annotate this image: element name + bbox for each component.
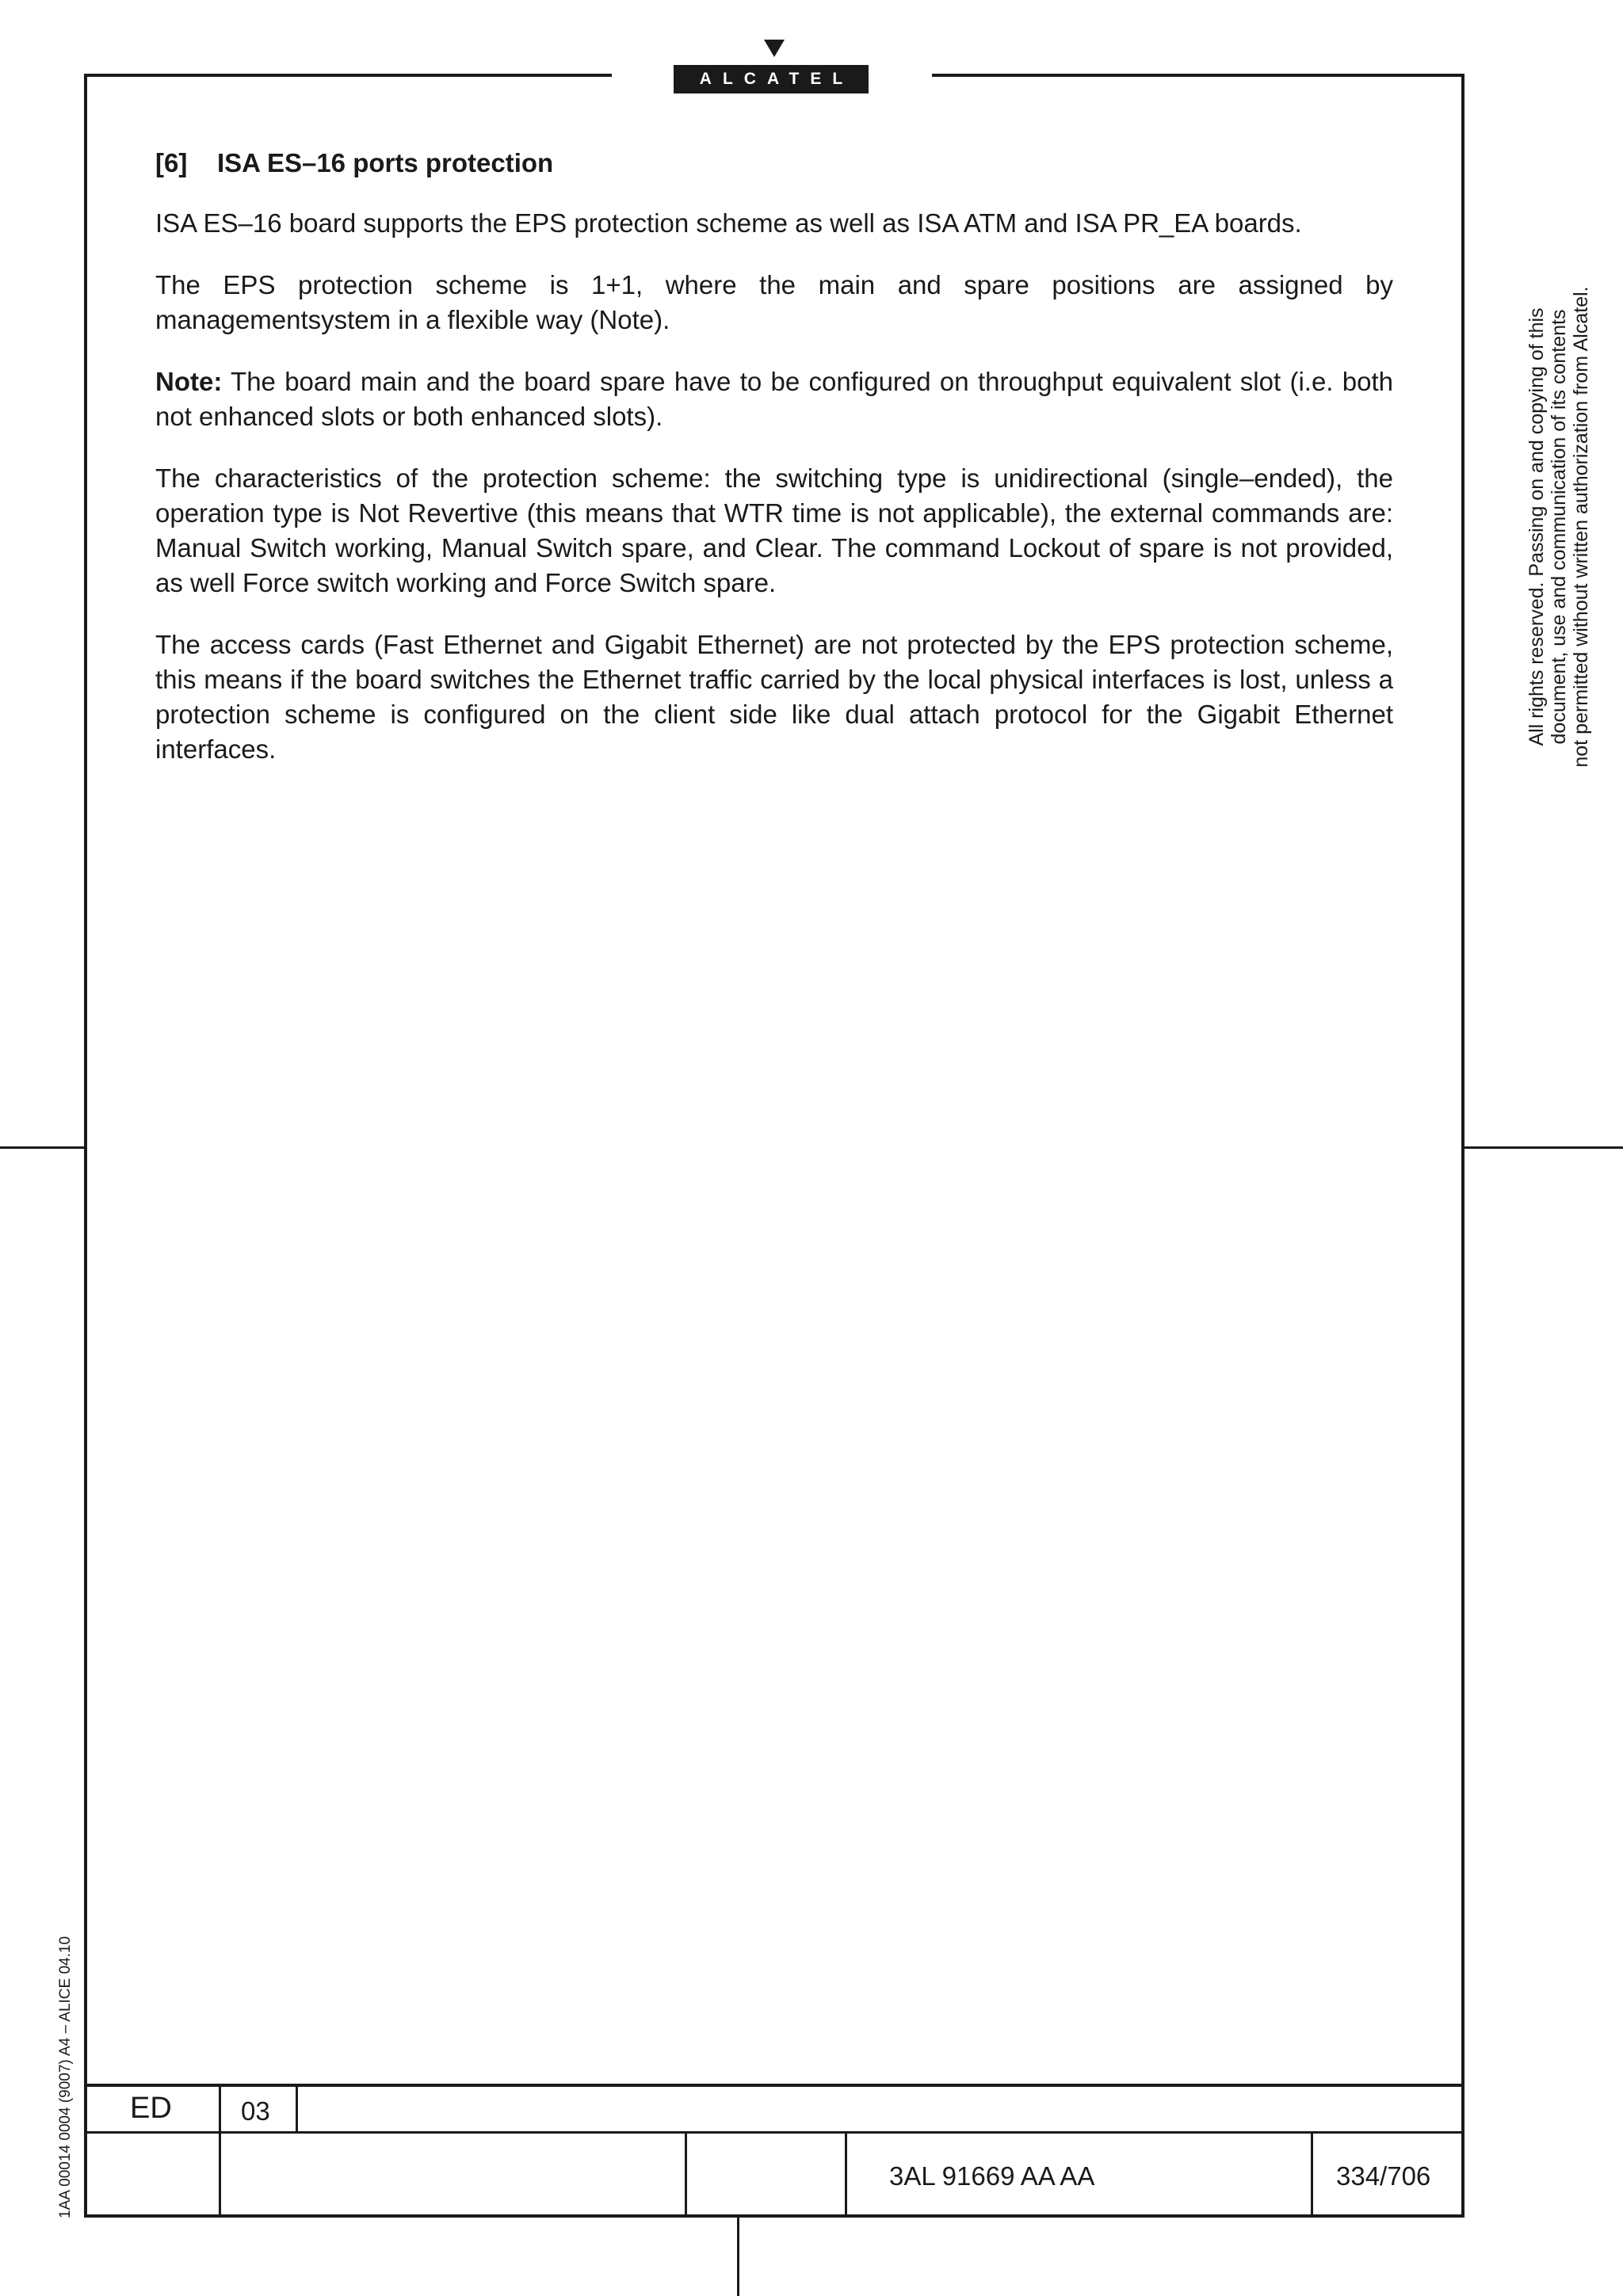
left-fold-mark bbox=[0, 1146, 84, 1149]
paragraph-4: The characteristics of the protection scheme: the switching type is unidirectional (single–ended), the operation type is Not Revertive (this means that WTR time is not applicable), the external commands are: Manual Switch working, Manual Switch spare, and Clear. The command Lockout of spare is not provided, as well Force switch working and Force Switch spare. bbox=[155, 463, 1393, 597]
page-number: 334/706 bbox=[1336, 2161, 1431, 2191]
bottom-fold-mark bbox=[737, 2218, 739, 2296]
section-heading bbox=[155, 146, 1393, 181]
edition-label: ED bbox=[130, 2092, 172, 2125]
logo-arrow-icon bbox=[764, 40, 785, 57]
footer-middle-rule bbox=[84, 2131, 1465, 2134]
footer-divider-1 bbox=[219, 2084, 221, 2218]
footer-top-rule bbox=[84, 2084, 1465, 2087]
footer-divider-4 bbox=[845, 2131, 847, 2218]
section-title: ISA ES–16 ports protection bbox=[217, 148, 554, 177]
paragraph-5: The access cards (Fast Ethernet and Gigabit Ethernet) are not protected by the EPS protection scheme, this means if the board switches the Ethernet traffic carried by the local physical interfaces is lost, unless a protection scheme is configured on the client side like dual attach protocol for the Gigabit Ethernet interfaces. bbox=[155, 630, 1393, 764]
document-body bbox=[155, 146, 1393, 794]
footer-divider-2 bbox=[296, 2084, 298, 2133]
note-paragraph bbox=[155, 364, 1393, 434]
note-text: The board main and the board spare have to be configured on throughput equivalent slot (i.e. both not enhanced slots or both enhanced slots). bbox=[155, 367, 1393, 431]
paragraph-2: The EPS protection scheme is 1+1, where the main and spare positions are assigned by managementsystem in a flexible way (Note). bbox=[155, 270, 1393, 334]
section-number: [6] bbox=[155, 148, 188, 177]
note-label: Note: bbox=[155, 367, 223, 396]
paragraph-1: ISA ES–16 board supports the EPS protection scheme as well as ISA ATM and ISA PR_EA boards. bbox=[155, 208, 1302, 238]
rights-notice bbox=[1526, 250, 1592, 804]
alcatel-logo: ALCATEL bbox=[674, 65, 869, 93]
rights-line-2: document, use and communication of its contents bbox=[1548, 309, 1570, 745]
edition-value: 03 bbox=[241, 2096, 270, 2126]
footer-divider-5 bbox=[1311, 2131, 1313, 2218]
form-code: 1AA 00014 0004 (9007) A4 – ALICE 04.10 bbox=[57, 1936, 74, 2218]
right-fold-mark bbox=[1465, 1146, 1623, 1149]
rights-line-3: not permitted without written authorization from Alcatel. bbox=[1570, 286, 1592, 768]
rights-line-1: All rights reserved. Passing on and copying of this bbox=[1526, 307, 1548, 746]
footer-divider-3 bbox=[685, 2131, 687, 2218]
document-number: 3AL 91669 AA AA bbox=[889, 2161, 1095, 2191]
